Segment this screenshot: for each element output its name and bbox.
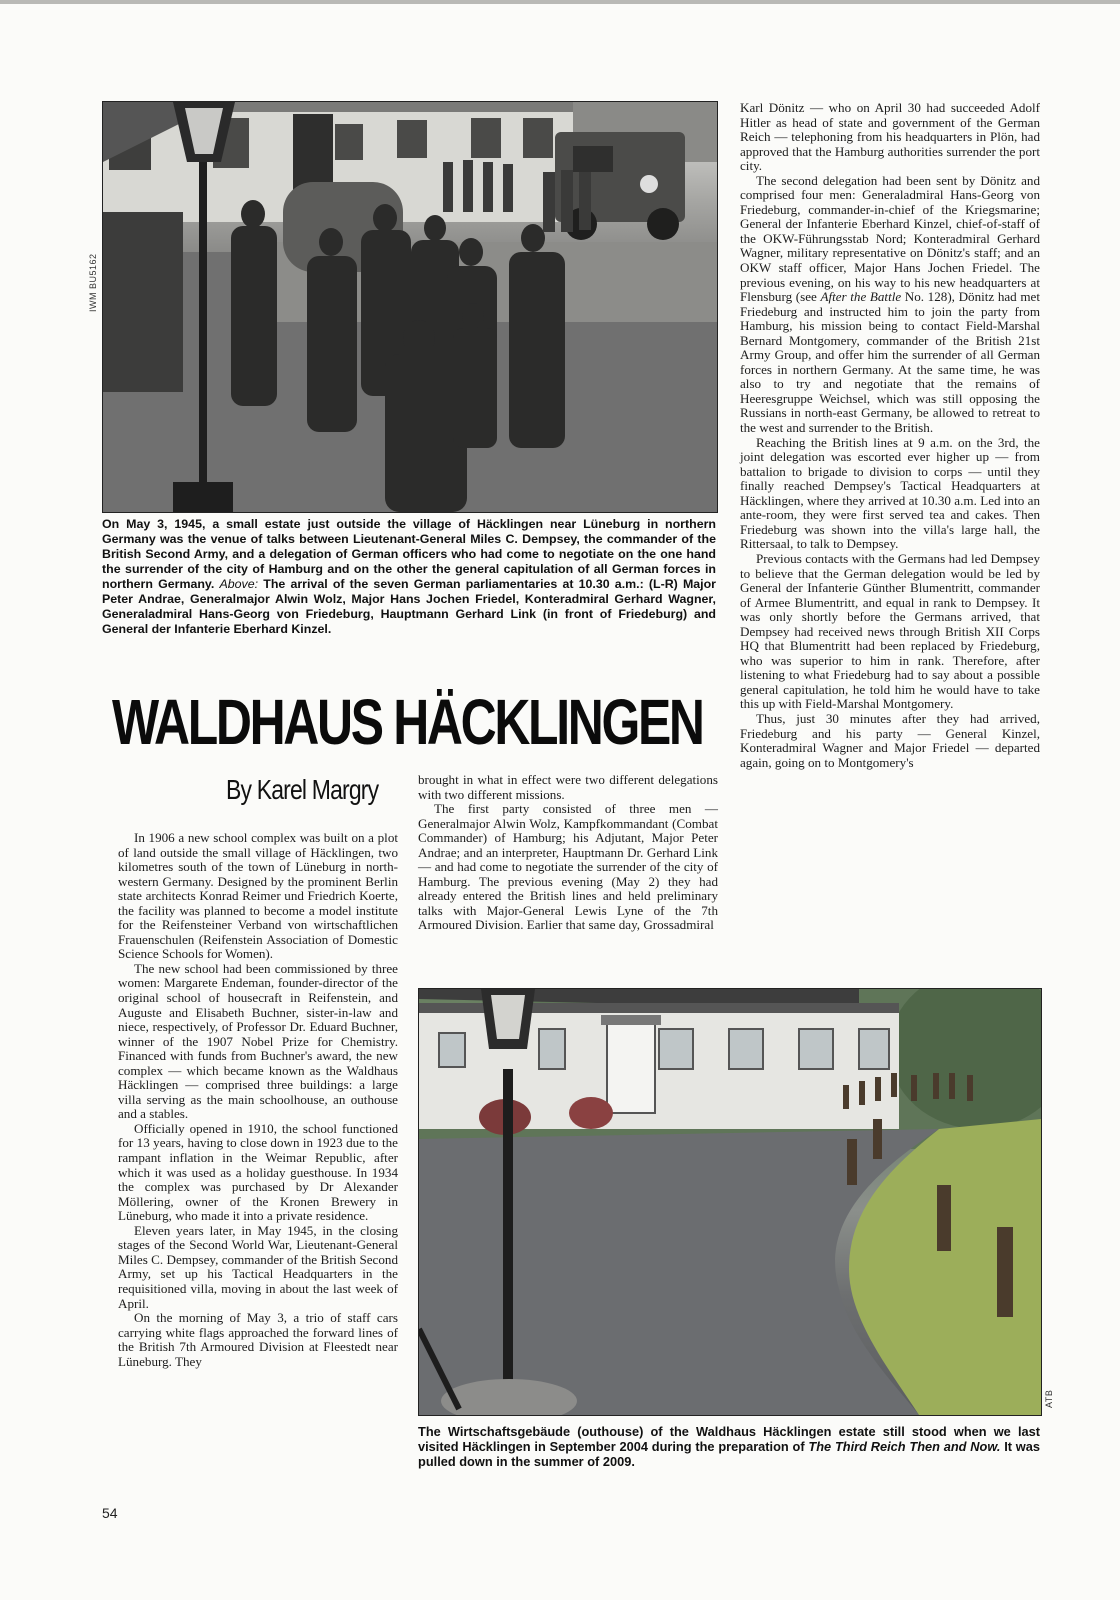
paragraph <box>740 174 1040 436</box>
paragraph: Eleven years later, in May 1945, in the closing stages of the Second World War, Lieutenant-General Miles C. Dempsey, commander of the British Second Army, set up his Tactical Headquarters in the requisitioned villa, moving in about the last week of April. <box>118 1222 398 1311</box>
caption-top-text: On May 3, 1945, a small estate just outside the village of Häcklingen near Lüneburg in northern Germany was the venue of talks between Lieutenant-General Miles C. Dempsey, the commander of the British Second Army, and a delegation of German officers who had come to negotiate on the one hand the surrender of the city of Hamburg and on the other the general capitulation of all German forces in northern Germany. <box>102 517 716 591</box>
photo-credit-bottom: ATB <box>1044 1389 1054 1408</box>
byline: By Karel Margry <box>226 774 379 805</box>
paragraph: Reaching the British lines at 9 a.m. on the 3rd, the joint delegation was escorted ever higher up — from battalion to brigade to division to corps — until they finally reached Dempsey's Tactical Headquarters at Häcklingen, where they arrived at 10.30 a.m. Led into an ante-room, they were first served tea and cakes. Then Friedeburg was shown into the villa's large hall, the Rittersaal, to talk to Dempsey. <box>740 434 1040 552</box>
magazine-reference: After the Battle <box>820 289 902 305</box>
paragraph: Karl Dönitz — who on April 30 had succeeded Adolf Hitler as head of state and government of the German Reich — telephoning from his headquarters in Plön, had approved that the Hamburg authorities surrender the port city. <box>740 100 1040 174</box>
article-column-3 <box>740 101 1040 770</box>
caption-top <box>102 517 716 637</box>
article-column-2 <box>418 773 718 933</box>
photo-officers-arrival-drawing <box>103 102 717 512</box>
paragraph-text: The second delegation had been sent by Dönitz and comprised four men: Generaladmiral Hans-Georg von Friedeburg, commander-in-chief of the Kriegsmarine; General der Infanterie Eberhard Kinzel, chief-of-staff of the OKW-Führungsstab Nord; Konteradmiral Gerhard Wagner, military representative on Dönitz's staff; and an OKW staff officer, Major Hans Jochen Friedel. The previous evening, on his way to his new headquarters at Flensburg (see <box>740 172 1040 305</box>
photo-outhouse-2004 <box>418 988 1042 1416</box>
photo-credit-top: IWM BU5162 <box>88 253 98 312</box>
caption-bottom <box>418 1424 1040 1470</box>
paragraph: Thus, just 30 minutes after they had arrived, Friedeburg and his party — General Kinzel, Konteradmiral Wagner and Major Friedel — departed again, going on to Montgomery's <box>740 710 1040 770</box>
page-number: 54 <box>102 1505 118 1521</box>
caption-bottom-book-title: The Third Reich Then and Now. <box>808 1439 1001 1455</box>
paragraph: Officially opened in 1910, the school functioned for 13 years, having to close down in 1923 due to the rampant inflation in the Weimar Republic, after which it was used as a holiday guesthouse. In 1934 the complex was purchased by Dr Alexander Möllering, owner of the Kronen Brewery in Lüneburg, who made it into a private residence. <box>118 1120 398 1224</box>
photo-outhouse-2004-drawing <box>419 989 1041 1415</box>
photo-officers-arrival <box>102 101 718 513</box>
page-top-rule <box>0 0 1120 4</box>
paragraph: brought in what in effect were two different delegations with two different missions. <box>418 772 718 802</box>
headline: WALDHAUS HÄCKLINGEN <box>112 686 703 758</box>
caption-bottom-text: The Wirtschaftsgebäude (outhouse) of the Waldhaus Häcklingen estate still stood when we last visited Häcklingen in September 2004 during the preparation of <box>418 1424 1040 1455</box>
caption-top-text-2: The arrival of the seven German parliamentaries at 10.30 a.m.: (L-R) Major Peter Andrae, Generalmajor Alwin Wolz, Major Hans Jochen Friedel, Konteradmiral Gerhard Wagner, Generaladmiral Hans-Georg von Friedeburg, Hauptmann Gerhard Link (in front of Friedeburg) and General der Infanterie Eberhard Kinzel. <box>102 577 716 636</box>
caption-top-above: Above: <box>219 577 259 591</box>
paragraph: On the morning of May 3, a trio of staff cars carrying white flags approached the forward lines of the British 7th Armoured Division at Fleestedt near Lüneburg. They <box>118 1310 398 1369</box>
paragraph: In 1906 a new school complex was built on a plot of land outside the small village of Häcklingen, two kilometres south of the town of Lüneburg in north-western Germany. Designed by the prominent Berlin state architects Konrad Reimer und Friedrich Koerte, the facility was planned to become a model institute for the Reifensteiner Verband von wirtschaftlichen Frauenschulen (Reifenstein Association of Domestic Science Schools for Women). <box>118 830 398 962</box>
paragraph: Previous contacts with the Germans had led Dempsey to believe that the German delegation would be led by General der Infanterie Günther Blumentritt, commander of Armee Blumentritt, and equal in rank to Dempsey. It was only shortly before the Germans arrived, that Dempsey had received news through British XII Corps HQ that Blumentritt had been replaced by Friedeburg, who was superior to him in rank. Therefore, after listening to what Friedeburg had to say about a possible general capitulation, he told him he would have to take this up with Field-Marshal Montgomery. <box>740 550 1040 712</box>
caption-bottom-text-2: It was pulled down in the summer of 2009. <box>418 1439 1040 1470</box>
paragraph: The new school had been commissioned by three women: Margarete Endeman, founder-director of the original school of housecraft in Reifenstein, and Auguste and Elisabeth Buchner, sister-in-law and niece, respectively, of Professor Dr. Eduard Buchner, winner of the 1907 Nobel Prize for Chemistry. Financed with funds from Buchner's award, the new complex — which became known as the Waldhaus Häcklingen — comprised three buildings: a large villa serving as the main schoolhouse, an outhouse and a stables. <box>118 960 398 1122</box>
paragraph-text: No. 128), Dönitz had met Friedeburg and instructed him to join the party from Hamburg, his mission being to contact Field-Marshal Bernard Montgomery, commander of the British 21st Army Group, and offer him the surrender of all German forces in northern Germany. At the same time, he was also to try and negotiate that the remains of Heeresgruppe Weichsel, which was still opposing the Russians in north-east Germany, be allowed to retreat to the west and surrender to the British. <box>740 289 1040 436</box>
paragraph: The first party consisted of three men — Generalmajor Alwin Wolz, Kampfkommandant (Combat Commander) of Hamburg; his Adjutant, Major Peter Andrae; and an interpreter, Hauptmann Dr. Gerhard Link — and had come to negotiate the surrender of the city of Hamburg. The previous evening (May 2) they had already entered the British lines and held preliminary talks with Major-General Lewis Lyne of the 7th Armoured Division. Earlier that same day, Grossadmiral <box>418 801 718 933</box>
article-column-1 <box>118 831 398 1369</box>
